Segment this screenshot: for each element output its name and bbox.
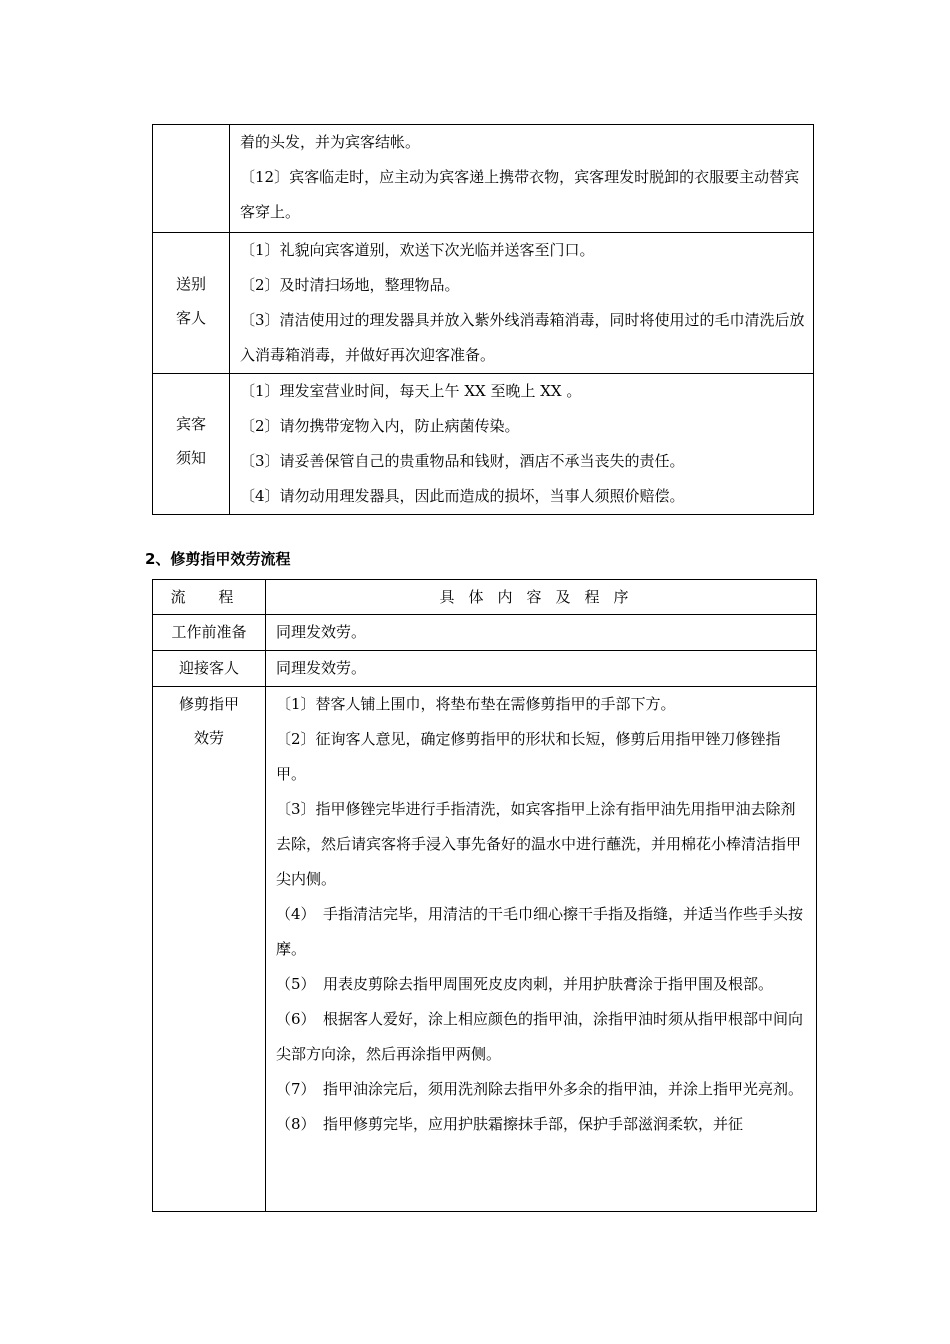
list-item: （7） 指甲油涂完后，须用洗剂除去指甲外多余的指甲油，并涂上指甲光亮剂。 [276,1080,804,1098]
list-item: 〔3〕指甲修锉完毕进行手指清洗，如宾客指甲上涂有指甲油先用指甲油去除剂去除，然后请宾客将手浸入事先备好的温水中进行蘸洗，并用棉花小棒清洁指甲尖内侧。 [276,800,802,888]
list-item: 着的头发，并为宾客结帐。 [240,133,421,151]
list-item: 〔12〕宾客临走时，应主动为宾客递上携带衣物，宾客理发时脱卸的衣服要主动替宾客穿上。 [240,168,800,221]
table-row [153,687,817,1212]
nail-service-table [152,579,817,1212]
list-item: 同理发效劳。 [276,623,367,641]
row-content [266,687,817,1212]
list-item: 〔2〕征询客人意见，确定修剪指甲的形状和长短，修剪后用指甲锉刀修锉指甲。 [276,730,781,783]
column-header-process: 流 程 [153,580,266,615]
table-row [153,651,817,687]
list-item: 〔2〕请勿携带宠物入内，防止病菌传染。 [240,417,520,435]
list-item: 〔3〕清洁使用过的理发器具并放入紫外线消毒箱消毒，同时将使用过的毛巾清洗后放入消毒箱消毒，并做好再次迎客准备。 [240,311,805,364]
table-header-row [153,580,817,615]
list-item: 〔3〕请妥善保管自己的贵重物品和钱财，酒店不承当丧失的责任。 [240,452,685,470]
list-item: （8） 指甲修剪完毕，应用护肤霜擦抹手部，保护手部滋润柔软，并征 [276,1115,744,1133]
row-label [153,125,230,233]
row-content [266,651,817,687]
table-row [153,233,814,374]
row-label: 迎接客人 [153,651,266,687]
row-content [230,125,814,233]
list-item: 〔1〕礼貌向宾客道别，欢送下次光临并送客至门口。 [240,241,595,259]
list-item: 〔1〕替客人铺上围巾，将垫布垫在需修剪指甲的手部下方。 [276,695,676,713]
row-label: 工作前准备 [153,615,266,651]
table-row [153,615,817,651]
row-label: 送别 客人 [153,233,230,374]
column-header-content: 具体内容及程序 [266,580,817,615]
list-item: （6） 根据客人爱好，涂上相应颜色的指甲油，涂指甲油时须从指甲根部中间向尖部方向涂，然后再涂指甲两侧。 [276,1010,804,1063]
reception-procedure-table [152,124,814,515]
list-item: （4） 手指清洁完毕，用清洁的干毛巾细心擦干手指及指缝，并适当作些手头按摩。 [276,905,804,958]
table-row [153,374,814,515]
table-row [153,125,814,233]
list-item: 〔1〕理发室营业时间，每天上午 XX 至晚上 XX 。 [240,382,582,400]
row-content [230,374,814,515]
row-label: 宾客 须知 [153,374,230,515]
row-content [266,615,817,651]
list-item: 〔2〕及时清扫场地，整理物品。 [240,276,460,294]
row-label: 修剪指甲 效劳 [153,687,266,1212]
list-item: 〔4〕请勿动用理发器具，因此而造成的损坏，当事人须照价赔偿。 [240,487,685,505]
section-title: 2、修剪指甲效劳流程 [145,550,291,568]
list-item: （5） 用表皮剪除去指甲周围死皮皮肉刺，并用护肤膏涂于指甲围及根部。 [276,975,774,993]
list-item: 同理发效劳。 [276,659,367,677]
row-content [230,233,814,374]
